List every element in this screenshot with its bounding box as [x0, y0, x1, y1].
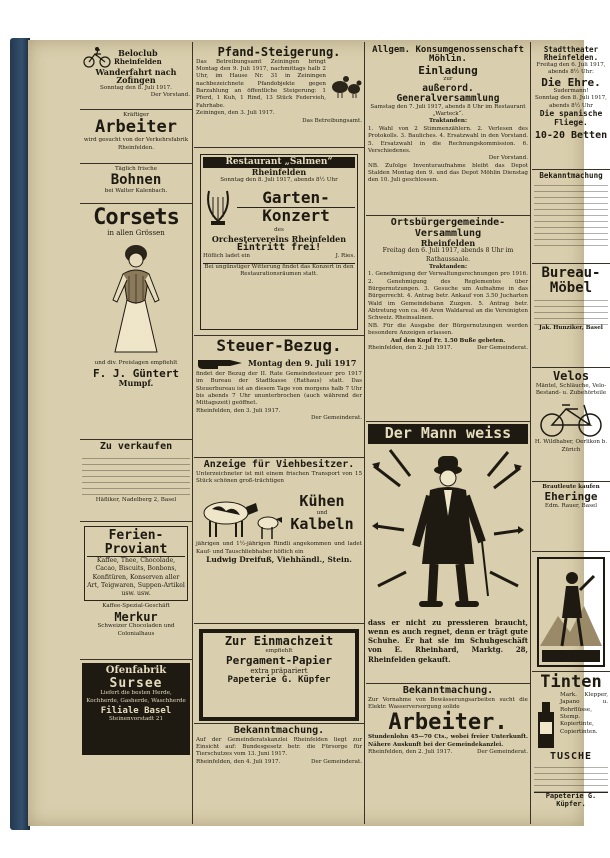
orchester-name: Orchestervereins Rheinfelden	[211, 233, 347, 244]
tusche-fine-print	[534, 762, 608, 792]
traktanden-label: Traktanden:	[428, 118, 468, 125]
column-4	[532, 44, 610, 822]
gv-date: Samstag den 7. Juli 1917, abends 8 Uhr im Restaurant „Warteck“.	[370, 103, 526, 118]
moebel-heading: Möbel	[549, 279, 593, 296]
pfand-text: Das Betreibungsamt Zeiningen bringt Montag den 9. Juli 1917, nachmittags halb 2 Uhr, im Hause Nr. 31 in Zeiningen nachbezeichnete Pfandobjekte gegen Barzahlung an öffentliche Steigerung: 1 Pferd, 1 Kuh, 1 Rind, 13 Stück Federvieh, Fahrhabe.	[196, 58, 326, 109]
bekannt-text: Auf der Gemeinderatskanzlei Rheinfelden liegt zur Einsicht auf: Bundesgesetz betr. die Fürsorge für Tierschutzes vom 13. Juni 1917.	[196, 736, 362, 758]
bek2-rat: Der Gemeinderat.	[477, 749, 528, 756]
ad-bekanntmachung-arbeiter	[366, 684, 530, 784]
ob-text: 1. Genehmigung der Verwaltungsrechnungen pro 1916. 2. Genehmigung des Reglementes über Bürgernutzungen. 3. Gesuche um Aufnahme in das Bürgerrecht. 4. Antrag betr. Ankauf von 3.50 Jucharten Wald im Gemeindebann Zuzgen. 5. Antrag betr. Abtretung von ca. 46 Aren Waldareal an die Vereinigten Schweiz. Rheinsalinen.	[368, 271, 528, 322]
garten-heading: Garten-	[237, 190, 355, 208]
ad-beloclub	[80, 44, 192, 110]
konsum-nb: NB. Zufolge Inventuraufnahme bleibt das Depot Stalden Montag den 9. und das Depot Möhlin Dienstag den 10. Juli geschlossen.	[368, 162, 528, 184]
bekannt-title: Bekanntmachung.	[233, 725, 325, 736]
column-3	[366, 44, 530, 822]
betten-heading: 10-20 Betten	[534, 129, 608, 141]
ortsbuerger-title: Ortsbürgergemeinde-Versammlung	[390, 217, 506, 239]
arbeiter-heading: Arbeiter	[95, 117, 177, 138]
vieh-text: Unterzeichneter ist mit einem frischen Transport von 15 Stück schönen groß-trächtigen	[196, 470, 362, 484]
ad-viehbesitzer	[194, 458, 364, 624]
einladung-heading: Einladung	[418, 63, 478, 77]
corset-lady-illustration	[101, 240, 171, 358]
ob-traktanden-label: Traktanden:	[428, 263, 468, 270]
mumpf-town: Mumpf.	[118, 378, 154, 389]
ad-ortsbuergergemeinde	[366, 216, 530, 422]
tusche-heading: TUSCHE	[549, 750, 593, 762]
gentleman-illustration	[370, 446, 526, 616]
column-2	[194, 44, 364, 822]
dreifuss-name: Ludwig Dreifuß, Viehhändl., Stein.	[206, 555, 352, 564]
sursee-heading: Sursee	[109, 675, 163, 691]
cows-illustration	[196, 485, 282, 541]
bekannt-rat: Der Gemeinderat.	[311, 758, 362, 765]
guentert-name: F. J. Güntert	[92, 366, 180, 380]
bek2-text: Zur Vornahme von Bewässerungsarbeiten sucht die Elektr. Wasserversorgung solide	[368, 696, 528, 710]
wanderfahrt-sign: Der Vorstand.	[150, 92, 190, 99]
proviant-heading: Proviant	[87, 543, 185, 558]
proviant-items: Kaffee, Thee, Chocolade, Cacao, Biscuits, Bonbons, Konfitüren, Konserven aller Art, Teigwaren, Suppen-Artikel usw. usw.	[87, 557, 185, 598]
ad-bekanntmachung	[194, 724, 364, 782]
steuer-rat: Der Gemeinderat.	[311, 415, 362, 422]
ad-konsumgenossenschaft	[366, 44, 530, 216]
velos-heading: Velos	[552, 369, 590, 383]
corsets-heading: Corsets	[93, 205, 179, 230]
mountaineer-illustration	[536, 556, 606, 668]
velos-by: H. Wildhaber, Oerlikon b. Zürich	[534, 439, 608, 453]
beloclub-title: Beloclub	[118, 48, 158, 59]
papeterie-name: Papeterie G. Küpfer	[227, 674, 331, 685]
restaurant-name: Restaurant „Salmen“	[203, 157, 355, 168]
ad-corsets	[80, 204, 192, 440]
ad-ofenfabrik-sursee	[82, 663, 190, 755]
pointing-hand-icon	[196, 355, 246, 371]
kaffee-geschaeft: Kaffee-Spezial-Geschäft	[102, 603, 170, 610]
moebel-fine-print	[534, 295, 608, 325]
ehre-title: Die Ehre.	[541, 75, 601, 89]
verkaufen-heading: Zu verkaufen	[99, 441, 173, 452]
ad-bekanntmachung-4	[532, 170, 610, 264]
restaurant-date: Sonntag den 8. Juli 1917, abends 8½ Uhr	[220, 176, 338, 183]
empfiehlt-label: empfiehlt	[265, 647, 293, 654]
konzert-heading: Konzert	[262, 205, 330, 225]
ad-bureau-moebel	[532, 264, 610, 368]
ad-verkaufen	[80, 440, 192, 522]
book-binding	[10, 38, 30, 830]
eintritt-frei: Eintritt frei!	[236, 241, 322, 253]
bicycle-illustration	[538, 399, 604, 437]
verkaufen-fine-print	[82, 453, 190, 497]
arbeiter-text: wird gesucht von der Verkehrsfabrik Rheinfelden.	[83, 137, 189, 151]
ortsbuerger-date: Freitag den 6. Juli 1917, abends 8 Uhr im Rathaussaale.	[382, 247, 514, 263]
mann-text: dass er nicht zu pressieren braucht, wenn es auch regnet, denn er trägt gute Schuhe. Er hat sie im Schuhgeschäft von E. Rheinhard, Marktg. 28, Rheinfelden gekauft.	[368, 617, 528, 664]
ad-velos	[532, 368, 610, 482]
ad-eheringe	[532, 482, 610, 552]
ob-sign: Rheinfelden, den 2. Juli 1917.	[368, 344, 453, 351]
hoeflich-text: Höflich ladet ein	[203, 253, 251, 260]
ad-stadttheater	[532, 44, 610, 170]
bek2-arbeiter: Arbeiter.	[388, 710, 508, 736]
stadttheater-title: Stadttheater Rheinfelden.	[543, 45, 599, 62]
ad-bohnen	[80, 164, 192, 204]
velos-text: Mäntel, Schläuche, Velo-Bestand- u. Zubehörteile	[535, 382, 607, 396]
pfand-amt: Das Betreibungsamt.	[302, 117, 362, 124]
column-rule	[530, 42, 531, 824]
merkur-sub: Schweizer Chocoladen und Colonialhaus	[97, 623, 175, 637]
bek2-title: Bekanntmachung.	[402, 685, 494, 696]
ad-einmachzeit	[194, 624, 364, 724]
beloclub-town: Rheinfelden	[114, 56, 162, 66]
kuehen-heading: Kühen	[299, 491, 345, 510]
bek2-sign: Rheinfelden, den 2. Juli 1917.	[368, 749, 453, 756]
taeglich-label: Täglich frische	[114, 166, 158, 172]
mann-weiss-heading: Der Mann weiss	[368, 424, 528, 444]
extra-label: extra präpariert	[250, 666, 308, 675]
kraeftiger-label: Kräftiger	[123, 112, 149, 118]
moebel-by: Jak. Hunziker, Basel	[539, 325, 603, 332]
und-label: und	[316, 509, 328, 516]
column-1	[80, 44, 192, 822]
wanderfahrt-date: Sonntag den 8. Juli 1917.	[100, 84, 172, 91]
preislagen-text: und div. Preislagen empfiehlt	[94, 360, 178, 367]
ob-rat: Der Gemeinderat.	[477, 344, 528, 351]
ad-pfand-steigerung	[194, 44, 364, 148]
ries-name: J. Ries.	[335, 253, 355, 260]
sudermann-label: Sudermann!	[553, 88, 589, 95]
einmachzeit-heading: Zur Einmachzeit	[224, 634, 334, 648]
ad-steuer-bezug	[194, 336, 364, 458]
filiale-heading: Filiale Basel	[100, 705, 172, 716]
eheringe-heading: Eheringe	[544, 490, 598, 504]
column-rule	[192, 42, 193, 824]
steuer-sign: Rheinfelden, den 3. Juli 1917.	[196, 407, 281, 414]
pfand-title: Pfand-Steigerung.	[217, 45, 341, 59]
restaurant-town: Rheinfelden	[251, 167, 307, 178]
pergament-heading: Pergament-Papier	[226, 653, 332, 667]
sursee-text: Liefert die besten Herde, Kochherde, Gasherde, Waschherde	[86, 690, 186, 704]
bekanntmachung-fine-print	[534, 180, 608, 246]
konsum-vorstand: Der Vorstand.	[488, 155, 528, 162]
theater-date-2: Sonntag den 8. Juli 1917, abends 8½ Uhr	[535, 95, 607, 109]
theater-date: Freitag den 6. Juli 1917, abends 8½ Uhr:	[536, 61, 606, 76]
bureau-heading: Bureau-	[541, 265, 601, 281]
bohnen-text: bei Walter Kalenbach.	[104, 188, 168, 195]
merkur-name: Merkur	[114, 609, 158, 624]
kalbeln-heading: Kalbeln	[290, 514, 354, 533]
ofenfabrik-heading: Ofenfabrik	[105, 665, 167, 676]
brautleute-label: Brautleute kaufen	[542, 484, 600, 490]
ad-tinten	[532, 672, 610, 832]
ad-garten-konzert	[194, 148, 364, 336]
bohnen-heading: Bohnen	[110, 172, 162, 189]
generalversammlung-heading: außerord. Generalversammlung	[396, 82, 500, 104]
tinten-heading: Tinten	[540, 672, 602, 692]
ad-ferien-proviant	[80, 522, 192, 660]
ad-arbeiter	[80, 110, 192, 164]
ortsbuerger-town: Rheinfelden	[420, 238, 476, 248]
eheringe-by: Edm. Rauer, Basel	[544, 502, 598, 509]
stundenlohn-text: Stundenlohn 45—70 Cts., wobei freier Unterkunft. Nähere Auskunft bei der Gemeindekanzlei.	[368, 734, 528, 748]
fliege-title: Die spanische Fliege.	[539, 109, 603, 127]
zur-label: zur	[443, 76, 453, 83]
column-rule	[364, 42, 365, 824]
ad-mountaineer	[532, 552, 610, 672]
ob-nb: NB. Für die Ausgabe der Bürgernutzungen werden besondere Anzeigen erlassen.	[368, 322, 528, 337]
wanderfahrt-title: Wanderfahrt nach Zofingen	[95, 67, 177, 86]
witterung-text: Bei ungünstiger Witterung findet das Konzert in den Restaurationsräumen statt.	[204, 263, 354, 278]
steuer-date: Montag den 9. Juli 1917	[248, 357, 357, 368]
bicycle-icon	[82, 46, 112, 68]
konsum-title: Allgem. Konsumgenossenschaft Möhlin.	[372, 45, 524, 65]
steuer-text: findet der Bezug der II. Rate Gemeindesteuer pro 1917 im Bureau der Stadtkasse (Rathaus) statt. Das Steuerbureau ist an diesem Tage von morgens halb 7 Uhr bis abends 7 Uhr ununterbrochen (auch während der Mittagszeit) geöffnet.	[196, 370, 362, 407]
ink-bottle-icon	[534, 692, 558, 752]
filiale-address: Steinenvorstadt 21	[108, 716, 164, 723]
ob-note: Auf den Kopf Fr. 1.50 Buße gebeten.	[390, 337, 506, 344]
verkaufen-by: Häfliker, Nadelberg 2, Basel	[95, 496, 177, 503]
ferien-heading: Ferien-	[108, 528, 164, 543]
chickens-illustration	[328, 59, 362, 99]
corsets-sub: in allen Grössen	[107, 229, 165, 238]
traktanden-list: 1. Wahl von 2 Stimmenzählern. 2. Verlesen des Protokolls. 3. Bauliches. 4. Ersatzwahl in den Vorstand. 5. Ersatzwahl in die Rechnungskommission. 6. Verschiedenes.	[368, 125, 528, 154]
pfand-sign: Zeiningen, den 3. Juli 1917.	[196, 110, 275, 117]
steuer-title: Steuer-Bezug.	[216, 336, 342, 355]
bekannt-sign: Rheinfelden, den 4. Juli 1917.	[196, 758, 281, 765]
lyre-icon	[203, 187, 233, 227]
newspaper-page	[28, 40, 608, 826]
vieh-title: Anzeige für Viehbesitzer.	[203, 459, 355, 470]
ad-der-mann-weiss	[366, 422, 530, 684]
bekanntmachung-heading: Bekanntmachung	[539, 171, 603, 180]
des-label: des	[274, 227, 284, 234]
tinten-text: Mark. Klepper, Japano u. Rohrflüsse, Stemp. Kopiertinte, Copiertinten.	[560, 691, 608, 735]
papeterie-kuepfer: Papeterie G. Küpfer.	[534, 792, 608, 808]
vieh-text-2: jährigen und 1½-jährigen Rindli angekommen und ladet Kauf- und Tauschliebhaber höflich ein	[196, 541, 362, 555]
